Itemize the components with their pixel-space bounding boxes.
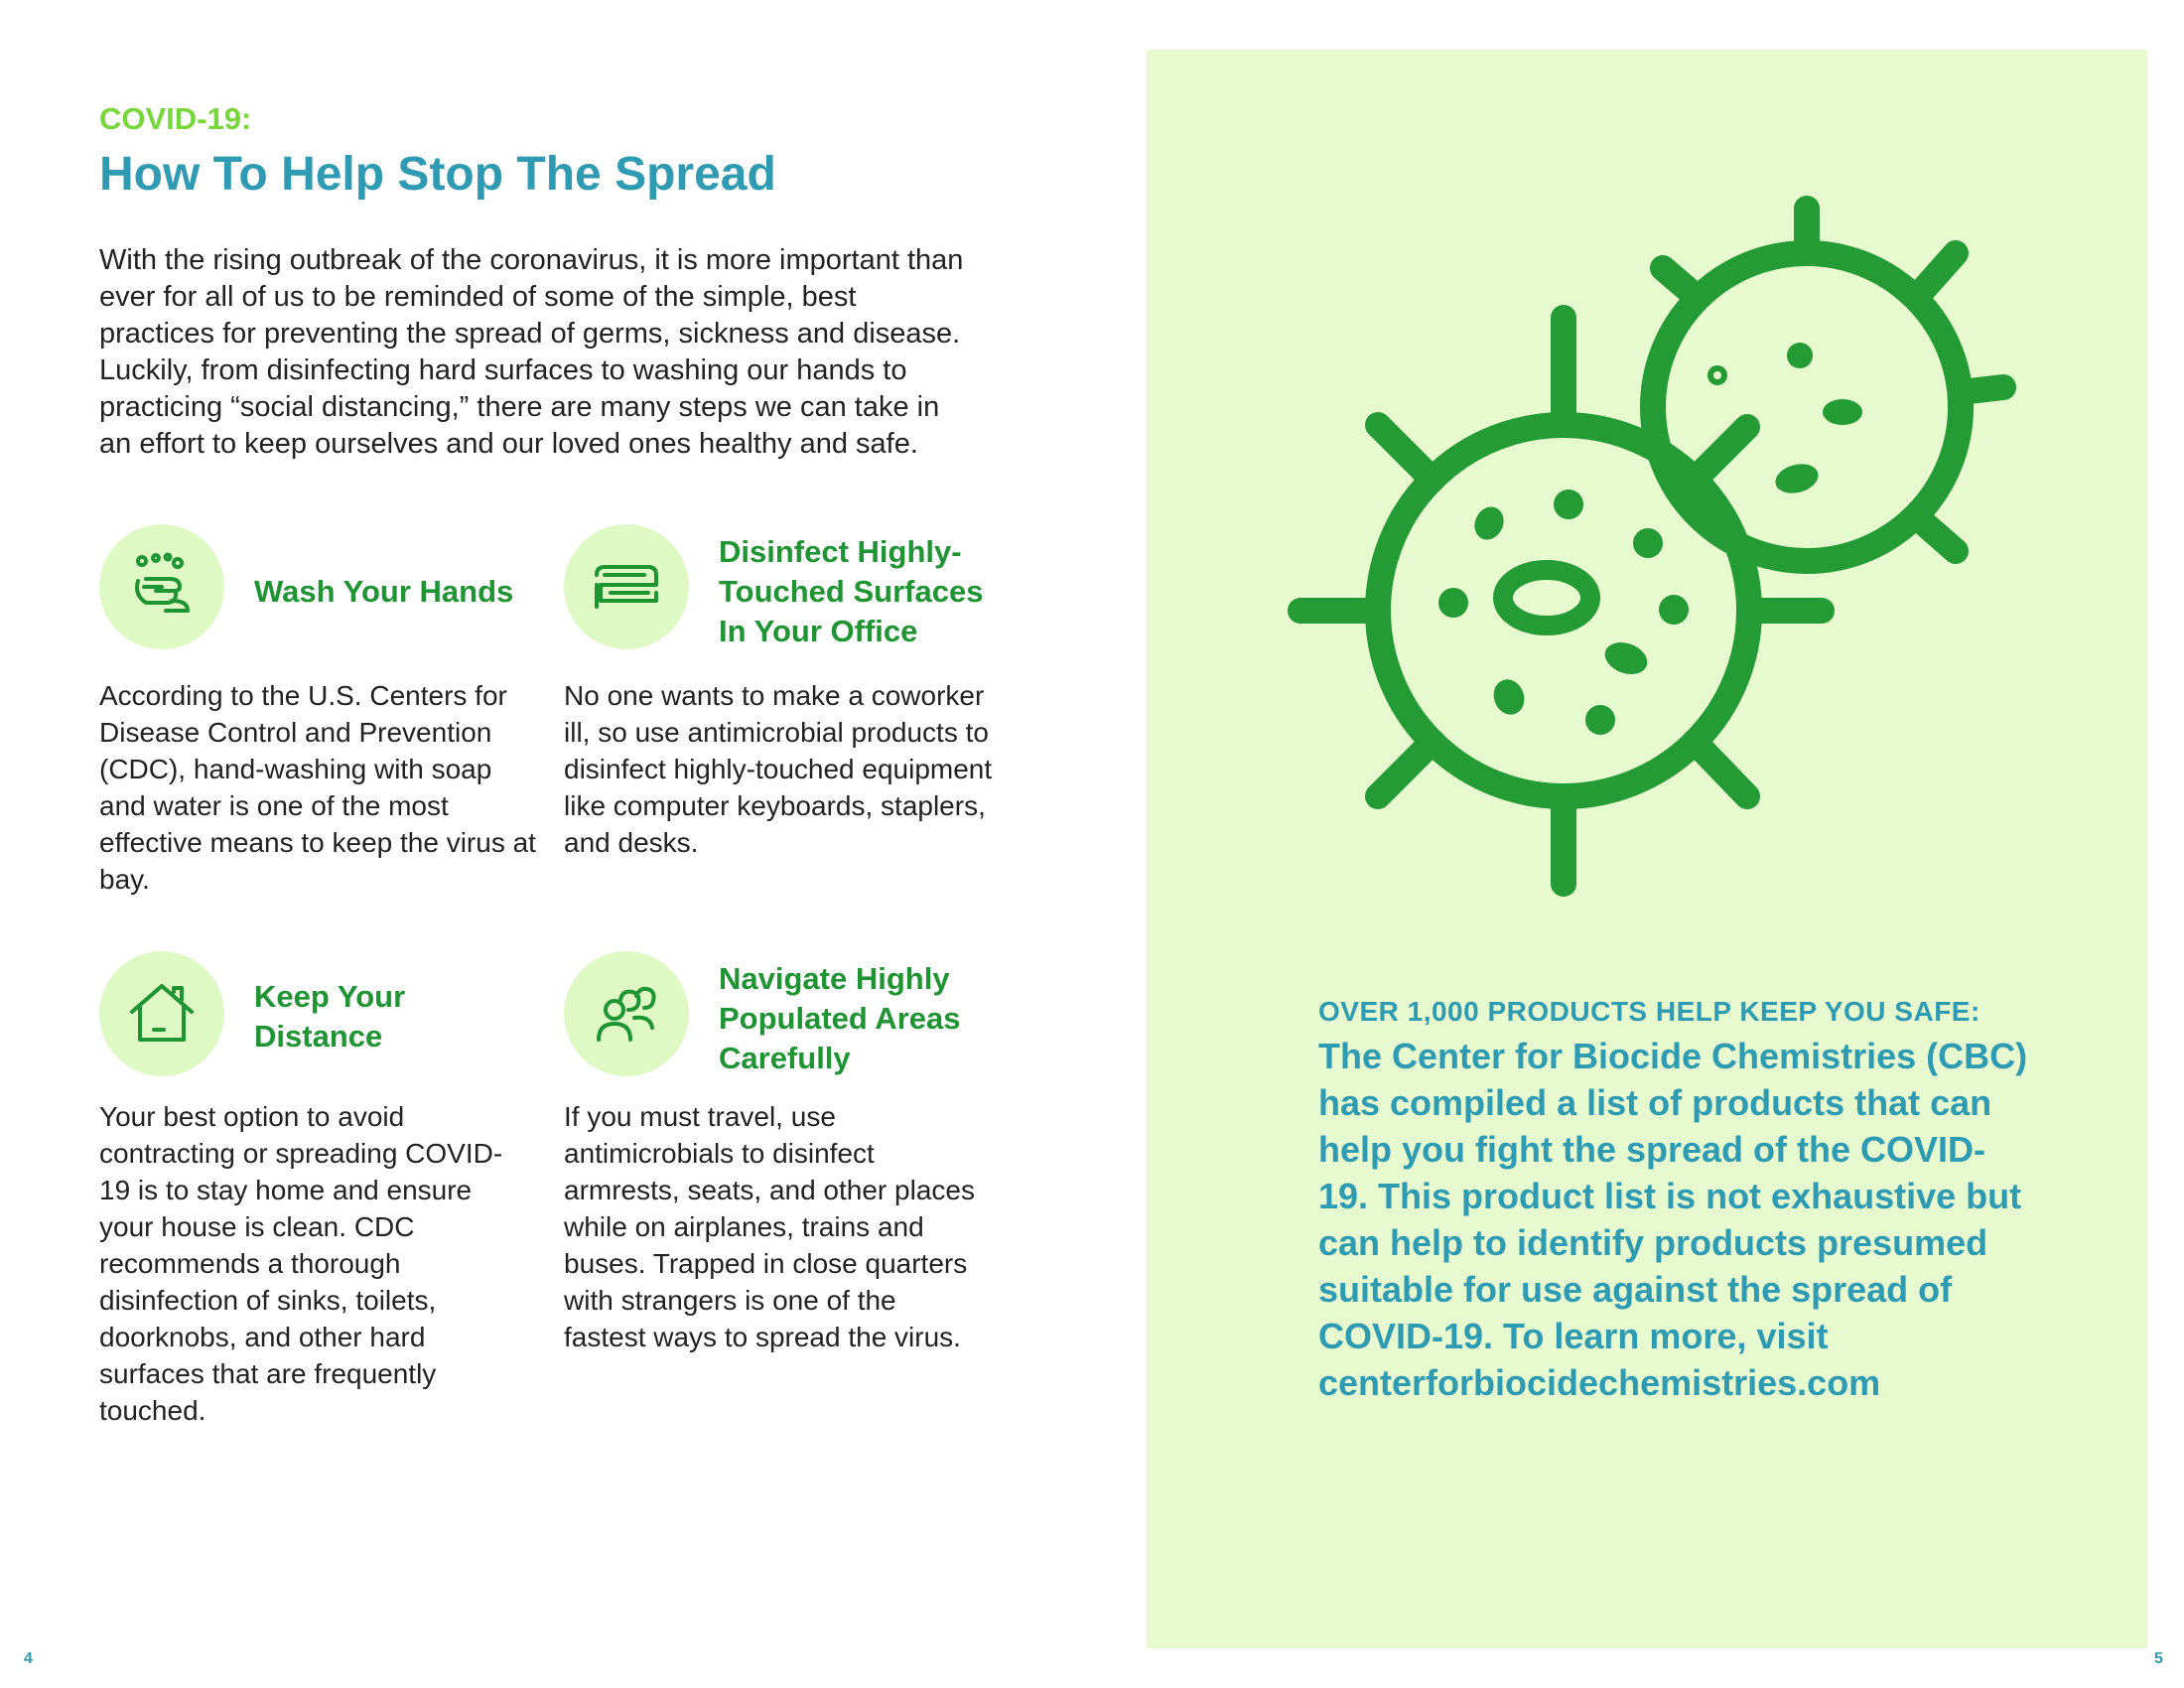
stapler-icon bbox=[564, 524, 689, 649]
hand-washing-icon bbox=[99, 524, 224, 649]
tip-heading-keep-distance: Keep Your Distance bbox=[254, 979, 406, 1054]
people-group-icon bbox=[564, 951, 689, 1076]
tip-heading-wash-hands: Wash Your Hands bbox=[254, 574, 514, 609]
tip-heading-navigate-areas: Navigate Highly Populated Areas Carefully bbox=[719, 961, 961, 1075]
cbc-body-text: The Center for Biocide Chemistries (CBC) has compiled a list of products that can help you fight the spread of the COVID-19. This product list is not exhaustive but can help to identify products presumed suitable for use against the spread of COVID-19. To learn more, visit centerforbiocidechemistries.com bbox=[1318, 1036, 2028, 1403]
tip-body-navigate-areas: If you must travel, use antimicrobials to disinfect armrests, seats, and other places while on airplanes, trains and buses. Trapped in close quarters with strangers is one of the fastest ways to spread the virus. bbox=[564, 1101, 975, 1352]
tip-heading-disinfect-office: Disinfect Highly-Touched Surfaces In Your Office bbox=[719, 534, 984, 648]
tip-body-disinfect-office: No one wants to make a coworker ill, so use antimicrobial products to disinfect highly-touched equipment like computer keyboards, staplers, and desks. bbox=[564, 680, 993, 858]
house-icon bbox=[99, 951, 224, 1076]
page-title: How To Help Stop The Spread bbox=[99, 148, 776, 201]
virus-icon bbox=[1281, 189, 2035, 904]
tip-body-keep-distance: Your best option to avoid contracting or spreading COVID-19 is to stay home and ensure your house is clean. CDC recommends a thorough disinfection of sinks, toilets, doorknobs, and other hard surfaces that are frequently touched. bbox=[99, 1101, 503, 1426]
cbc-heading: OVER 1,000 PRODUCTS HELP KEEP YOU SAFE: bbox=[1318, 996, 1980, 1027]
page-number-right: 5 bbox=[2154, 1650, 2163, 1667]
section-eyebrow: COVID-19: bbox=[99, 101, 252, 136]
page-number-left: 4 bbox=[24, 1650, 33, 1667]
tip-body-wash-hands: According to the U.S. Centers for Disease Control and Prevention (CDC), hand-washing with soap and water is one of the most effective means to keep the virus at bay. bbox=[99, 680, 536, 895]
intro-paragraph: With the rising outbreak of the coronavirus, it is more important than ever for all of us to be reminded of some of the simple, best practices for preventing the spread of germs, sickness and disease. Luckily, from disinfecting hard surfaces to washing our hands to practicing “social distancing,” there are many steps we can take in an effort to keep ourselves and our loved ones healthy and safe. bbox=[99, 244, 964, 460]
